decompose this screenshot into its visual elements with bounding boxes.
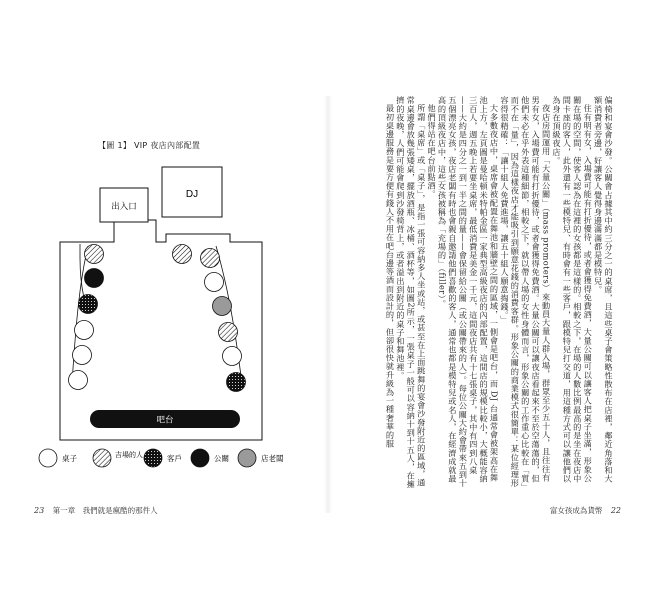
dj-booth: [162, 167, 222, 217]
table-hatched: [85, 245, 104, 264]
table-hatched: [173, 245, 192, 264]
legend-swatch-owner: [238, 449, 256, 467]
table-plain: [73, 346, 92, 365]
table-circles: [69, 245, 246, 392]
table-plain: [205, 273, 224, 292]
body-paragraph: 住有明有女，入場費可能有打折優待，或者會獲得免費酒，大量公關可以讓客人把桌子坐滿，形象公關在場的空間，使客人認為在這裡的女孩都是這樣的。相較之下，在場的人數比例最高的是坐在夜店中間卡座的客人，此外還有一些模特兒、有時會有一些客戶，跟模特兒打交道，用這種方式可以讓他們以為身在頂級夜店。: [551, 96, 594, 483]
table-owner: [213, 297, 232, 316]
table-promoter-dots: [227, 373, 246, 392]
club-floor-plan: [30, 150, 300, 495]
legend-label-table: 桌子: [62, 454, 77, 463]
bar-counter: [90, 410, 240, 428]
body-text-vertical: [358, 96, 614, 489]
table-plain: [75, 321, 94, 340]
legend-label-owner: 店老闆: [261, 454, 284, 463]
figure-title: 【圖 1】 VIP 夜店內部配置: [98, 141, 201, 150]
body-paragraph: 他們得站在吧台前點酒。: [427, 104, 438, 199]
right-page-footer: [550, 505, 621, 516]
legend-label-hatched: 吉場的人: [115, 451, 143, 459]
body-paragraph: 偏椅和宴會沙發。公關會占據其中約三分之一的桌席，且這些桌子會策略性散布在店裡，鄰近角落和大額消費者旁邊，好讓客人覺得身邊滿滿都是模特兒。: [593, 96, 614, 483]
legend-swatch-promoter: [191, 449, 209, 467]
table-plain: [69, 371, 88, 390]
table-hatched: [219, 323, 238, 342]
table-promoter-dots: [79, 295, 98, 314]
right-running-head: 富女孩成為貨幣: [549, 506, 603, 515]
dj-label: DJ: [185, 189, 199, 200]
entrance: [100, 188, 148, 222]
entrance-label: 出入口: [111, 202, 137, 212]
table-plain: [223, 347, 242, 366]
table-promoter: [85, 269, 104, 288]
legend-label-customer: 客戶: [167, 454, 182, 463]
legend-swatch-customer: [144, 449, 162, 467]
body-paragraph: 夜店房間運用「大量公關」（mass promoters）來動員大量人群入場，群眾至少五十人，且往往有男有女，入場費可能有打折優待，或者會獲得免費酒。大量公關可以讓夜店看起來不至於空蕩蕩的，但他們未必在乎外表這種細節，相較之下，就以帶人場的女性身體而言，形象公關的工作重心比較在「質」而不在「量」，因為這樣夜店才能吸引到願意花錢的消費客群。形象公關的商業模式很簡單：某位經理形容得很精確：「讓十組人免費進場，讓五十組人願意掏錢。」: [499, 96, 552, 488]
legend-label-promoter: 公關: [214, 454, 229, 463]
left-page-footer: [34, 505, 158, 516]
bar-label: 吧台: [156, 415, 174, 426]
left-page-number: 23: [34, 506, 45, 515]
legend-swatch-table: [39, 449, 57, 467]
gutter-shadow: [324, 96, 332, 513]
table-hatched: [201, 249, 220, 268]
legend: [39, 449, 284, 467]
left-running-head: 第一章 我們就是瘋酷的那件人: [52, 506, 158, 515]
body-paragraph: 大多數夜店中，桌席會被配置在舞池和牆壁之間的區域，一側會是吧台，而 DJ 台通常會被架高在舞池上方，左頁圖是曼哈頓米特帕金區一家典型高級夜店的內部配置，這間店的規模比較小，大概能容納三百人，週五晚上若要坐桌席，最低消費是美金一千元，這間夜店共有十七張桌子，其中有四到八桌——大約是四分之一到一半之間的量——會保留給公關（或公關帶來的人）。每位公關大約會帶來五到十五個漂亮女孩，夜店老闆有時也會親自邀請他們喜歡的客人，通常也都是模特兒或名人，在經濟成就最高的頂級夜店中，這些女孩被稱為「充場的」（filler）。: [437, 96, 500, 488]
legend-swatch-hatched: [93, 449, 111, 467]
body-paragraph: 所謂「桌席」或「桌子」，是指一張可容納多人坐或站，或甚至在上面跳舞的宴會沙發附近的區域，通常桌邊會放幾張矮桌，擺放酒瓶、冰桶、酒杯等，如圖2所示，一張桌子一般可以容納十到十五人，在擁擠的夜晚，人們可能會爬到沙發椅背上，或者溢出到附近的桌子和舞池裡。: [395, 96, 427, 489]
right-page-number: 22: [610, 506, 621, 515]
body-paragraph: 最初桌邊服務是要方便有錢人不用在吧台邊等酒而設計的，但卻很快就升級為一種奢華的服: [385, 104, 396, 449]
